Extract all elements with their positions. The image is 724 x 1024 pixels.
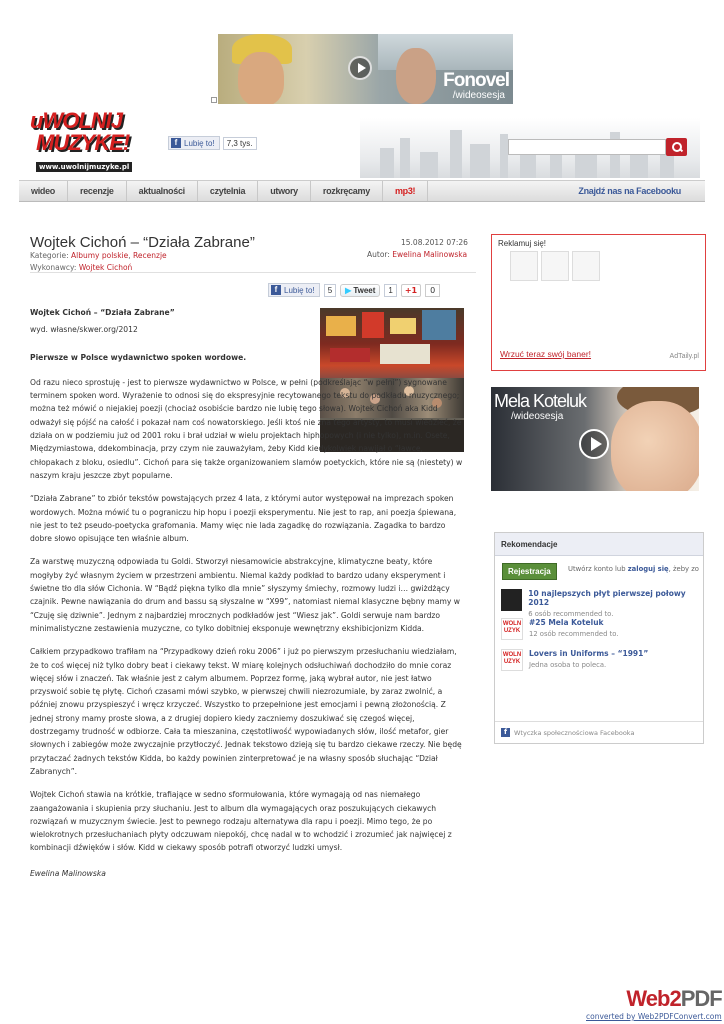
nav-item-facebook[interactable]: Znajdź nas na Facebooku <box>578 186 681 196</box>
web2pdf-url[interactable]: converted by Web2PDFConvert.com <box>586 1012 722 1021</box>
register-text-pre: Utwórz konto lub <box>568 565 628 573</box>
divider <box>30 272 476 273</box>
video-face <box>611 401 699 491</box>
nav-item-recenzje[interactable]: recenzje <box>68 181 127 201</box>
login-link[interactable]: zaloguj się <box>627 565 669 573</box>
site-logo-thumbnail: WOLN UZYK <box>501 649 523 671</box>
ad-thumbnail[interactable] <box>510 251 538 281</box>
article-body <box>30 306 466 890</box>
article-paragraph-1 <box>30 376 466 482</box>
article-paragraph-3: Za warstwę muzyczną odpowiada tu Goldi. Stworzył niesamowicie abstrakcyjne, klimatyczne beaty, które mogłyby żyć własnym życiem w przestrzeni ambientu. Niemal każdy podkład to bardzo udany eksperyment i świetne tło dla słów Cichonia. W “Bądź piękna tylko dla mnie” słyszymy śmiechy, rozmowy ludzi i… gwiżdżący czajnik. Pewne nawiązania do drum and bassu są słyszalne w “X99”, natomiast niemal klasyczne bębny mamy w “Czuję się dziwnie”. Jednym z najbardziej mrocznych podkładów jest “Wiesz jak”. Goldi serwuje nam bardzo minimalistyczne zestawienia muzyczne, co tylko dobitniej eksponuje wewnętrzny ekshibicjonizm Kidda. <box>30 557 461 633</box>
list-item[interactable] <box>501 618 618 640</box>
ad-brand[interactable]: AdTaily.pl <box>669 353 699 360</box>
paragraph-1-text: Od razu nieco sprostuję - jest to pierwsze wydawnictwo w Polsce, w pełni (podkreślając “w pełni”) sygnowane terminem spoken word. Wyrażenie to odnosi się do ekspresyjnie recytowanego tekstu do podkładu muzycznego; można też mówić o niejakiej poezji (chociaż osobiście bardzo nie lubię tego słowa). Wojtek Cichoń aka Kidd odważył się pójść na całość i pokazał nam coś nowatorskiego. Jeśli ktoś nie zna tego artysty, to musi wiedzieć, że działa on w podziemiu już od 2001 roku i brał udział w wielu projektach hiphopowych (i nie tylko), m.in. Osete, Międzymiastowa, ddekombinacja, przy czym nie zauważyłam, żeby Kidd kiedykolwiek nawijał o “ławce, chłopakach z bloku, osiedlu”. Cichoń para się także organizowaniem slamów poetyckich, które nie są (niestety) w naszym kraju jeszcze zbyt popularne. <box>30 377 463 480</box>
ad-box <box>491 234 706 371</box>
play-icon[interactable] <box>579 429 609 459</box>
broken-image-icon <box>211 97 217 103</box>
logo-url: www.uwolnijmuzyke.pl <box>36 162 132 172</box>
search-input[interactable] <box>508 139 666 155</box>
recommendations-widget <box>494 532 704 744</box>
facebook-plugin-link[interactable]: Wtyczka społecznościowa Facebooka <box>514 728 635 737</box>
tweet-count: 1 <box>384 284 396 297</box>
article-paragraph-5: Wojtek Cichoń stawia na krótkie, trafiające w sedno sformułowania, które wymagają od nas niemałego zaangażowania i skupienia przy słuchaniu. Jest to album dla wymagających oraz poszukujących ciekawych rozwiązań w muzycznym świecie. Jest to pewnego rodzaju alternatywa dla rapu i poezji. Mimo tego, że po wielokrotnych przesłuchaniach płyty odczuwam niepokój, chcę nadal w to wchodzić i zrozumieć jak najwięcej z kombinacji dźwięków i słów. Kidd w ciekawy sposób potrafi otworzyć ludzki umysł. <box>30 790 452 853</box>
register-text <box>568 565 699 573</box>
list-item[interactable] <box>501 649 648 671</box>
logo-line1: uWOLNIJ <box>30 108 122 133</box>
ad-thumbnail[interactable] <box>541 251 569 281</box>
twitter-bird-icon: ▶ <box>345 285 352 295</box>
article-like-label: Lubię to! <box>284 285 315 295</box>
article-lead: Pierwsze w Polsce wydawnictwo spoken wordowe. <box>30 352 247 362</box>
article-meta: Kategorie: Albumy polskie, Recenzje Wykonawcy: Wojtek Cichoń <box>30 251 167 272</box>
brand-web2: Web2 <box>626 986 681 1011</box>
article-title: Wojtek Cichoń – “Działa Zabrane” <box>30 234 255 251</box>
main-nav <box>19 180 705 202</box>
album-thumbnail <box>501 589 522 611</box>
ad-link[interactable]: Wrzuć teraz swój baner! <box>500 349 592 359</box>
nav-item-utwory[interactable]: utwory <box>258 181 311 201</box>
header-facebook-like <box>168 136 257 150</box>
performer-link[interactable]: Wojtek Cichoń <box>78 263 133 272</box>
author-link[interactable]: Ewelina Malinowska <box>392 250 468 259</box>
article-like-count: 5 <box>324 284 336 297</box>
site-logo[interactable] <box>30 108 142 171</box>
category-link-recenzje[interactable]: Recenzje <box>133 251 167 260</box>
banner-singer-face <box>396 48 436 104</box>
article-date: 15.08.2012 07:26 <box>401 238 468 247</box>
article-signature: Ewelina Malinowska <box>30 868 106 878</box>
nav-item-czytelnia[interactable]: czytelnia <box>198 181 258 201</box>
article-publisher: wyd. własne/skwer.org/2012 <box>30 325 138 335</box>
list-item[interactable] <box>501 589 703 618</box>
gplus-count: 0 <box>425 284 440 297</box>
ad-title: Reklamuj się! <box>498 239 547 248</box>
nav-item-mp3[interactable]: mp3! <box>383 181 428 201</box>
gplus-button[interactable]: +1 <box>401 284 421 297</box>
ad-thumbnails <box>510 251 600 281</box>
recommendations-header: Rekomendacje <box>495 533 703 556</box>
nav-item-rozkrecamy[interactable]: rozkręcamy <box>311 181 383 201</box>
banner-title: Fonovel <box>443 70 509 91</box>
register-button[interactable]: Rejestracja <box>502 563 557 580</box>
share-bar <box>268 283 440 297</box>
article-paragraph-4: Całkiem przypadkowo trafiłam na “Przypadkowy dzień roku 2006” i już po pierwszym przesłuchaniu wiedziałam, że to coś więcej niż tylko dobry beat i ciekawy tekst. W miarę kolejnych odsłuchiwań dochodziło do mnie coraz więcej słów i znaczeń. Tak właśnie jest z całym albumem. Poprzez formę, jaką wybrał autor, nie jest łatwo przyswoić sobie tę płytę. Cichoń czasami mówi szybko, w pierwszej chwili niezrozumiale, by zaraz zwolnić, a później znowu przyspieszyć i wręcz krzyczeć. Wszystko to przepełnione jest emocjami i pewną złożonością. Z jednej strony mamy proste słowa, a z drugiej dopiero kiedy zaczniemy doszukiwać się czegoś więcej, dostrzegamy trudność w odbiorze. Cała ta mieszanina, częstotliwość wypowiadanych słów, ilość metafor, gier słownych i zabiegów może zwyczajnie przytłoczyć. Jednak tekstowo dzieją się tu bardzo ciekawe rzeczy. Nie będę przytaczać żadnych tekstów Kidda, bo każdy powinien zinterpretować je na własny sposób słuchając “Dział Zabranych”. <box>30 647 462 776</box>
article-paragraph-2: “Działa Zabrane” to zbiór tekstów powstających przez 4 lata, z którymi autor występował na imprezach spoken wordowych. Można mówić tu o pograniczu hip hopu i poezji eksperymentu. Nie jest to rap, ani poezja śpiewana, nie jest to też pseudo-poetycka grafomania. Mamy więc nie lada zagadkę do rozwiązania. Zagadka to bardzo dobre słowo opisujące ten właśnie album. <box>30 494 457 544</box>
play-icon[interactable] <box>348 56 372 80</box>
logo-line2: MUZYKE! <box>36 130 130 155</box>
brand-pdf: PDF <box>680 986 722 1011</box>
like-button[interactable] <box>168 136 220 150</box>
tweet-label: Tweet <box>353 285 376 295</box>
facebook-icon: f <box>501 728 510 737</box>
web2pdf-logo[interactable] <box>586 986 722 1021</box>
author-label: Autor: <box>367 250 390 259</box>
rec-title[interactable]: 10 najlepszych płyt pierwszej połowy 2012 <box>528 589 686 607</box>
fonovel-video-banner[interactable] <box>218 34 513 104</box>
video-subtitle: /wideosesja <box>511 411 564 422</box>
recommendations-footer <box>495 721 703 743</box>
ad-thumbnail[interactable] <box>572 251 600 281</box>
site-logo-thumbnail: WOLN UZYK <box>501 618 523 640</box>
video-title: Mela Koteluk <box>494 391 587 411</box>
facebook-icon: f <box>171 138 181 148</box>
article-like-button[interactable] <box>268 283 320 297</box>
mela-koteluk-video[interactable] <box>491 387 699 491</box>
banner-musician-face <box>238 52 284 104</box>
register-text-post: , żeby zo <box>668 565 699 573</box>
facebook-icon: f <box>271 285 281 295</box>
tweet-button[interactable] <box>340 284 380 297</box>
search-icon[interactable] <box>666 138 687 156</box>
rec-sub: 12 osób recommended to. <box>529 630 619 638</box>
category-link-albumy[interactable]: Albumy polskie <box>71 251 129 260</box>
banner-subtitle: /wideosesja <box>452 90 505 101</box>
nav-item-wideo[interactable]: wideo <box>19 181 68 201</box>
article-author <box>367 250 467 259</box>
rec-sub: 6 osób recommended to. <box>528 610 614 618</box>
like-label: Lubię to! <box>184 138 215 148</box>
rec-sub: Jedna osoba to poleca. <box>529 661 607 669</box>
like-count: 7,3 tys. <box>223 137 257 150</box>
categories-label: Kategorie: <box>30 251 69 260</box>
performers-label: Wykonawcy: <box>30 263 77 272</box>
rec-title[interactable]: Lovers in Uniforms – “1991” <box>529 649 649 658</box>
nav-item-aktualnosci[interactable]: aktualności <box>127 181 198 201</box>
article-heading-bold: Wojtek Cichoń – “Działa Zabrane” <box>30 308 175 317</box>
rec-title[interactable]: #25 Mela Koteluk <box>529 618 604 627</box>
